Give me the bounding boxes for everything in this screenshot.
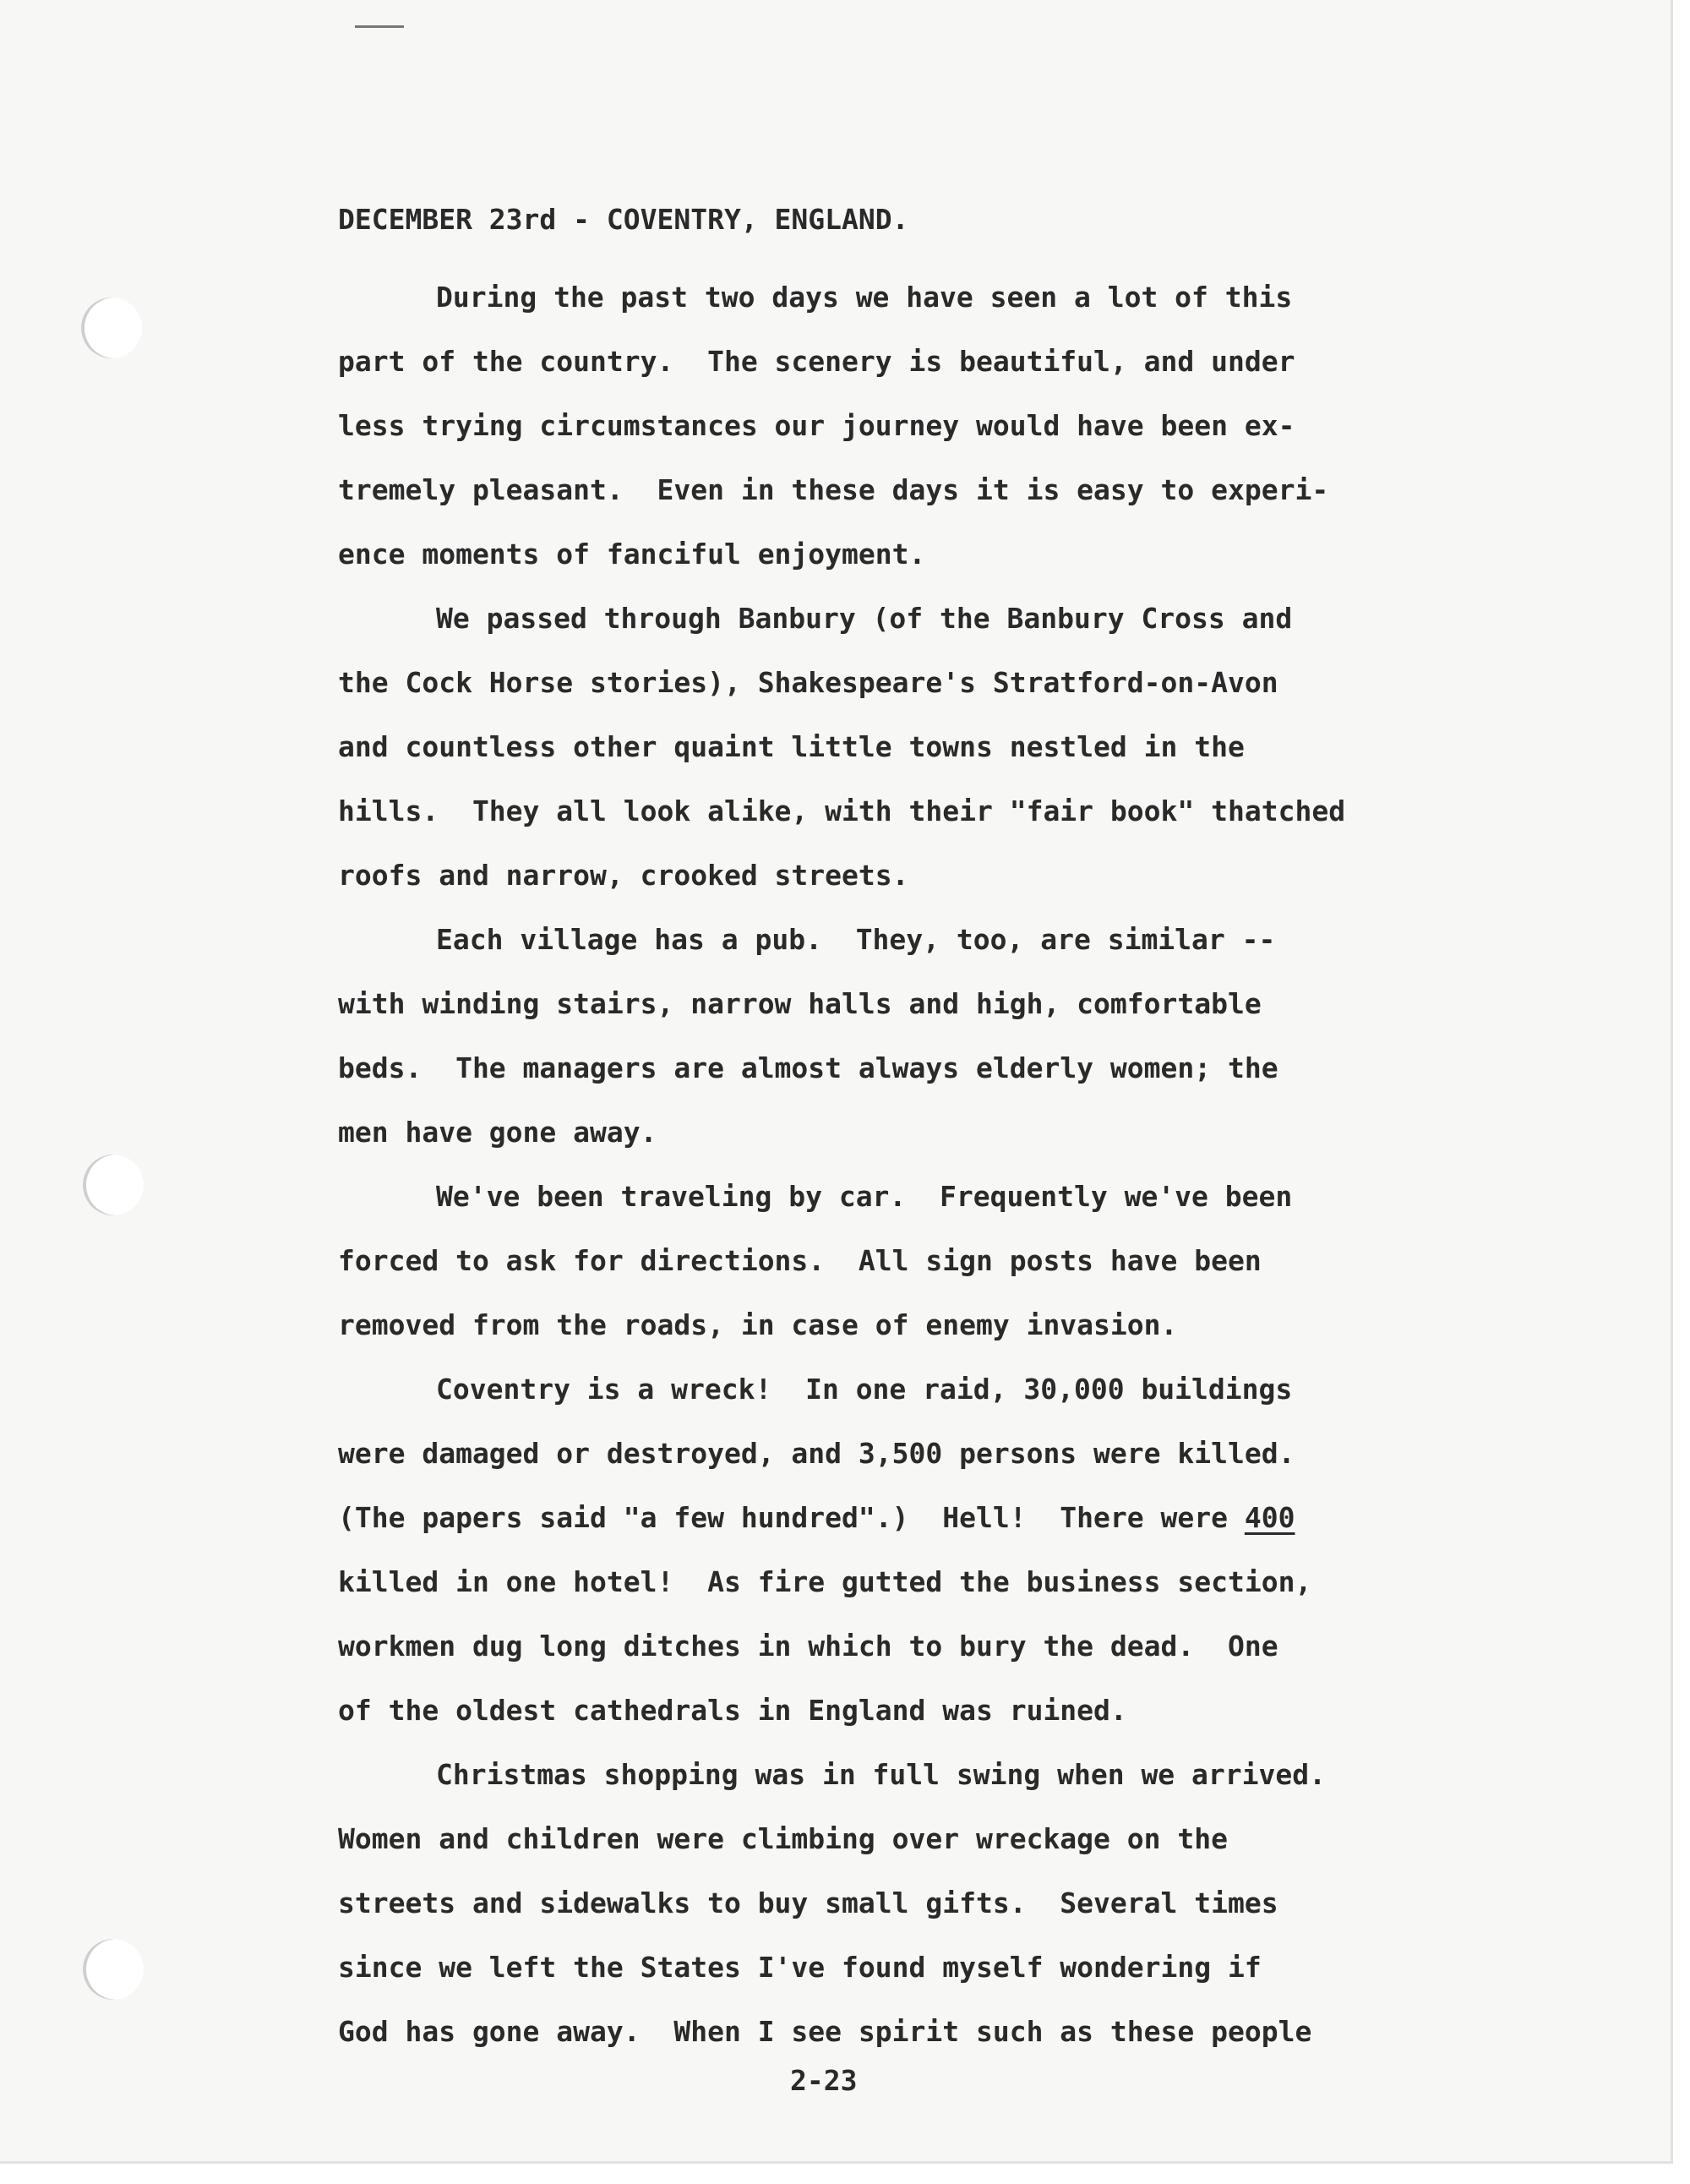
text-line: and countless other quaint little towns nestled in the [338, 730, 1245, 763]
typed-text [338, 188, 1521, 2064]
text-line: hills. They all look alike, with their "fair book" thatched [338, 794, 1346, 827]
text-line: were damaged or destroyed, and 3,500 persons were killed. [338, 1437, 1295, 1470]
text-line: removed from the roads, in case of enemy invasion. [338, 1308, 1178, 1341]
scan-mark [355, 25, 404, 28]
text-line: with winding stairs, narrow halls and high, comfortable [338, 987, 1262, 1020]
punch-hole-top [81, 298, 142, 358]
text-line: roofs and narrow, crooked streets. [338, 859, 909, 892]
underlined-number: 400 [1244, 1501, 1295, 1534]
text-line: killed in one hotel! As fire gutted the business section, [338, 1565, 1312, 1598]
text-line: men have gone away. [338, 1116, 657, 1149]
text-line: During the past two days we have seen a lot of this [436, 281, 1293, 314]
text-line: Coventry is a wreck! In one raid, 30,000 buildings [436, 1373, 1293, 1406]
text-line: We've been traveling by car. Frequently we've been [436, 1180, 1293, 1213]
punch-hole-middle [83, 1155, 144, 1215]
text-line: of the oldest cathedrals in England was ruined. [338, 1694, 1127, 1727]
text-line: Each village has a pub. They, too, are similar -- [436, 923, 1276, 956]
text-line: tremely pleasant. Even in these days it is easy to experi- [338, 473, 1329, 506]
text-line: ence moments of fanciful enjoyment. [338, 538, 926, 571]
page-number: 2-23 [790, 2064, 858, 2097]
text-line: since we left the States I've found myself wondering if [338, 1951, 1262, 1984]
punch-hole-bottom [83, 1939, 144, 2000]
text-line: the Cock Horse stories), Shakespeare's Stratford-on-Avon [338, 666, 1278, 699]
text-line: Christmas shopping was in full swing when we arrived. [436, 1758, 1326, 1791]
text-line: We passed through Banbury (of the Banbury Cross and [436, 602, 1293, 635]
text-line: Women and children were climbing over wreckage on the [338, 1822, 1228, 1855]
text-line: forced to ask for directions. All sign posts have been [338, 1244, 1262, 1277]
entry-heading: DECEMBER 23rd - COVENTRY, ENGLAND. [338, 203, 909, 236]
text-line: part of the country. The scenery is beautiful, and under [338, 345, 1295, 378]
text-line-part: (The papers said "a few hundred".) Hell! There were [338, 1501, 1245, 1534]
text-line: God has gone away. When I see spirit such as these people [338, 2015, 1312, 2048]
text-line: beds. The managers are almost always elderly women; the [338, 1051, 1278, 1084]
text-line: streets and sidewalks to buy small gifts. Several times [338, 1886, 1278, 1919]
text-line-with-underline [338, 1486, 1521, 1550]
text-line: workmen dug long ditches in which to bury the dead. One [338, 1630, 1278, 1663]
text-line: less trying circumstances our journey would have been ex- [338, 409, 1295, 442]
